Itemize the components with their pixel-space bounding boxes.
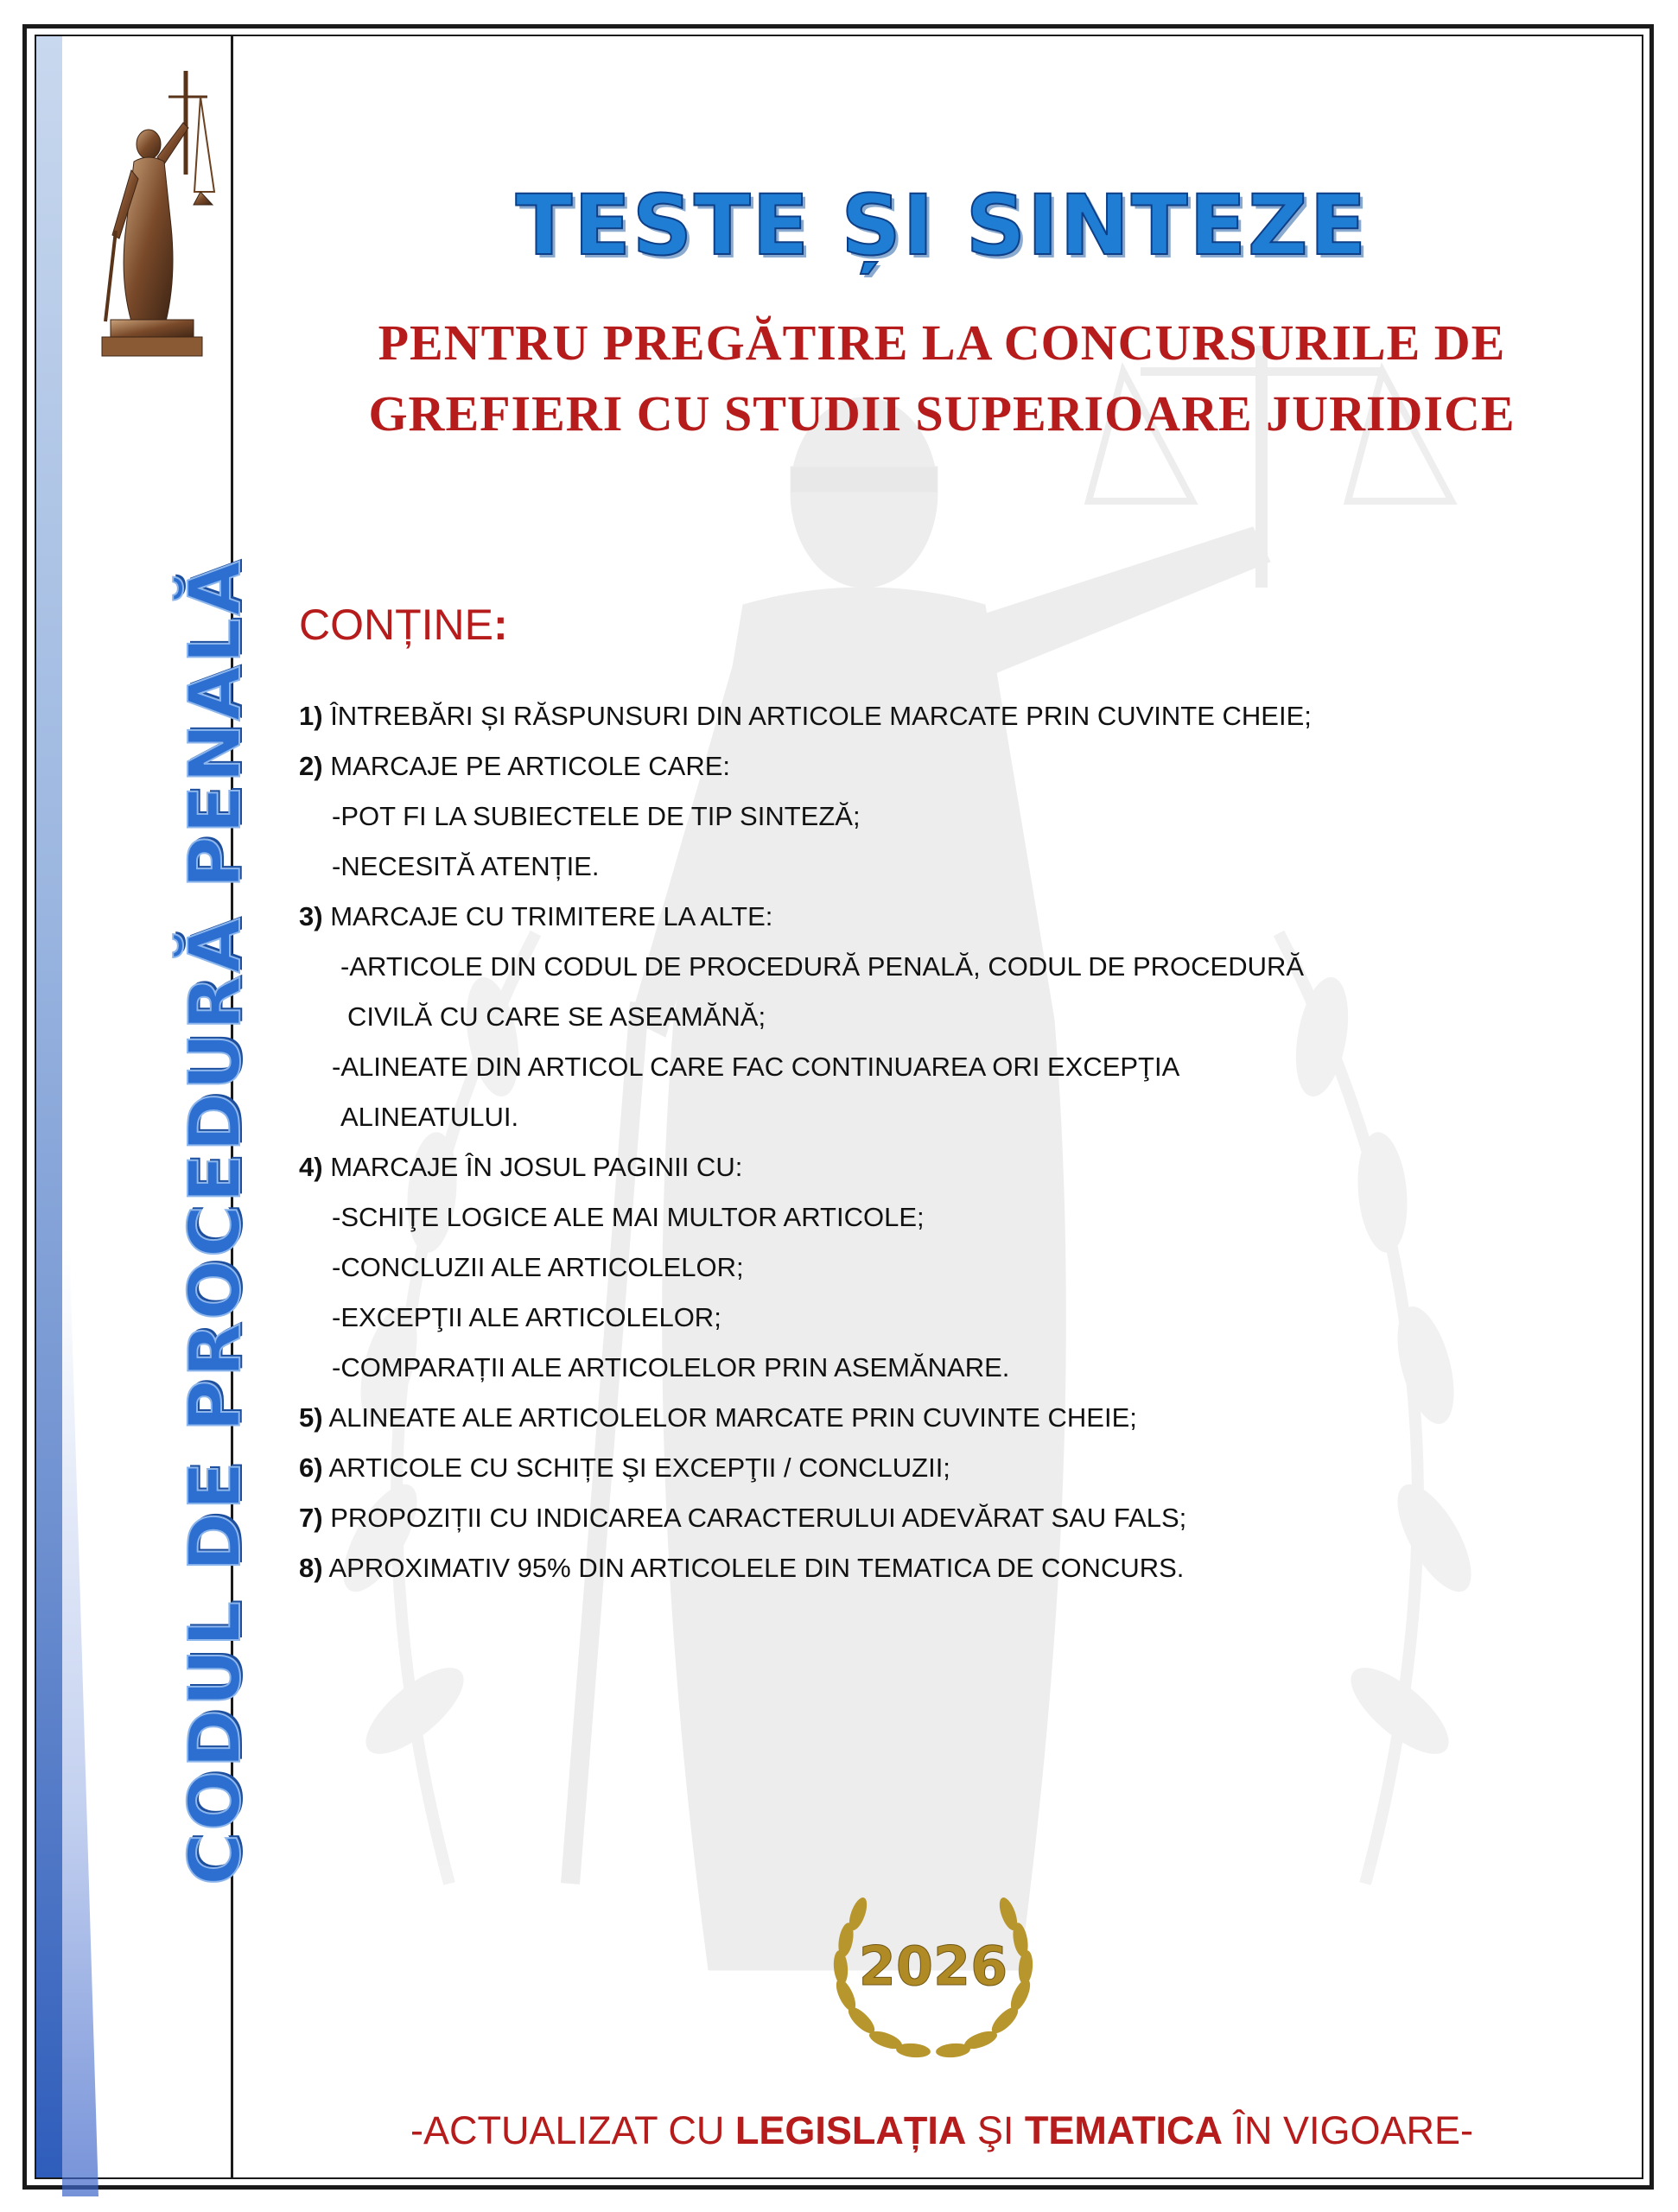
list-item-number: 3) <box>299 901 323 931</box>
list-item-text: -EXCEPŢII ALE ARTICOLELOR; <box>332 1302 721 1332</box>
list-item-text: -NECESITĂ ATENȚIE. <box>332 851 600 881</box>
list-subitem-continuation <box>299 1092 1552 1142</box>
list-item-text: APROXIMATIV 95% DIN ARTICOLELE DIN TEMATICA DE CONCURS. <box>322 1553 1185 1583</box>
list-item-number: 2) <box>299 751 323 781</box>
list-item <box>299 1543 1552 1593</box>
list-subitem <box>299 1042 1552 1092</box>
contents-heading <box>299 600 508 650</box>
footer-emphasis: LEGISLAȚIA <box>734 2108 967 2152</box>
laurel-wreath-icon <box>817 1879 1050 2065</box>
list-item <box>299 1443 1552 1493</box>
list-subitem <box>299 1293 1552 1343</box>
list-item-number: 1) <box>299 701 323 731</box>
list-item-text: ALINEATULUI. <box>340 1102 519 1132</box>
badge-year: 2026 <box>858 1935 1008 1998</box>
list-subitem <box>299 842 1552 892</box>
main-title: TESTE ȘI SINTEZE <box>515 177 1369 274</box>
list-subitem <box>299 791 1552 842</box>
list-item-text: -SCHIŢE LOGICE ALE MAI MULTOR ARTICOLE; <box>332 1202 925 1232</box>
contents-list <box>299 691 1552 1593</box>
list-item-text: MARCAJE PE ARTICOLE CARE: <box>322 751 731 781</box>
list-item-text: -ARTICOLE DIN CODUL DE PROCEDURĂ PENALĂ, CODUL DE PROCEDURĂ <box>340 951 1305 982</box>
footer-text: ŞI <box>966 2108 1025 2152</box>
list-item-number: 6) <box>299 1452 323 1483</box>
list-item-number: 8) <box>299 1553 323 1583</box>
list-item-text: MARCAJE ÎN JOSUL PAGINII CU: <box>322 1152 743 1182</box>
list-subitem <box>299 1243 1552 1293</box>
list-subitem <box>299 1343 1552 1393</box>
list-item-text: MARCAJE CU TRIMITERE LA ALTE: <box>322 901 773 931</box>
list-item-text: ARTICOLE CU SCHIȚE ŞI EXCEPŢII / CONCLUZII; <box>322 1452 950 1483</box>
list-item-text: CIVILĂ CU CARE SE ASEAMĂNĂ; <box>347 1001 766 1032</box>
vertical-document-title: CODUL DE PROCEDURĂ PENALĂ <box>175 558 257 1885</box>
subtitle-line-2: GREFIERI CU STUDII SUPERIOARE JURIDICE <box>368 385 1516 442</box>
list-item <box>299 1142 1552 1192</box>
list-item-text: -ALINEATE DIN ARTICOL CARE FAC CONTINUAREA ORI EXCEPŢIA <box>332 1052 1180 1082</box>
footer-emphasis: TEMATICA <box>1024 2108 1223 2152</box>
list-item <box>299 892 1552 942</box>
footer-text: -ACTUALIZAT CU <box>410 2108 735 2152</box>
list-item <box>299 1493 1552 1543</box>
contents-heading-text: CONȚINE <box>299 601 493 649</box>
list-item-number: 4) <box>299 1152 323 1182</box>
list-item <box>299 741 1552 791</box>
list-item-number: 5) <box>299 1402 323 1433</box>
contents-heading-colon: : <box>493 601 508 649</box>
footer-text: ÎN VIGOARE- <box>1223 2108 1474 2152</box>
list-item <box>299 691 1552 741</box>
sidebar <box>36 36 257 2177</box>
list-item-text: PROPOZIȚII CU INDICAREA CARACTERULUI ADEVĂRAT SAU FALS; <box>322 1503 1187 1533</box>
list-item-text: -CONCLUZII ALE ARTICOLELOR; <box>332 1252 744 1282</box>
footer-note <box>242 2108 1642 2153</box>
list-item-text: ALINEATE ALE ARTICOLELOR MARCATE PRIN CUVINTE CHEIE; <box>322 1402 1137 1433</box>
subtitle-line-1: PENTRU PREGĂTIRE LA CONCURSURILE DE <box>378 315 1506 371</box>
list-item-number: 7) <box>299 1503 323 1533</box>
list-item <box>299 1393 1552 1443</box>
sidebar-stripe-accent <box>62 1246 99 2196</box>
list-subitem <box>299 942 1552 992</box>
list-subitem-continuation <box>299 992 1552 1042</box>
list-subitem <box>299 1192 1552 1243</box>
list-item-text: -COMPARAȚII ALE ARTICOLELOR PRIN ASEMĂNARE. <box>332 1352 1010 1382</box>
lady-justice-statue-icon <box>86 62 225 365</box>
sidebar-stripe <box>36 36 62 2177</box>
list-item-text: -POT FI LA SUBIECTELE DE TIP SINTEZĂ; <box>332 801 861 831</box>
list-item-text: ÎNTREBĂRI ȘI RĂSPUNSURI DIN ARTICOLE MARCATE PRIN CUVINTE CHEIE; <box>322 701 1312 731</box>
